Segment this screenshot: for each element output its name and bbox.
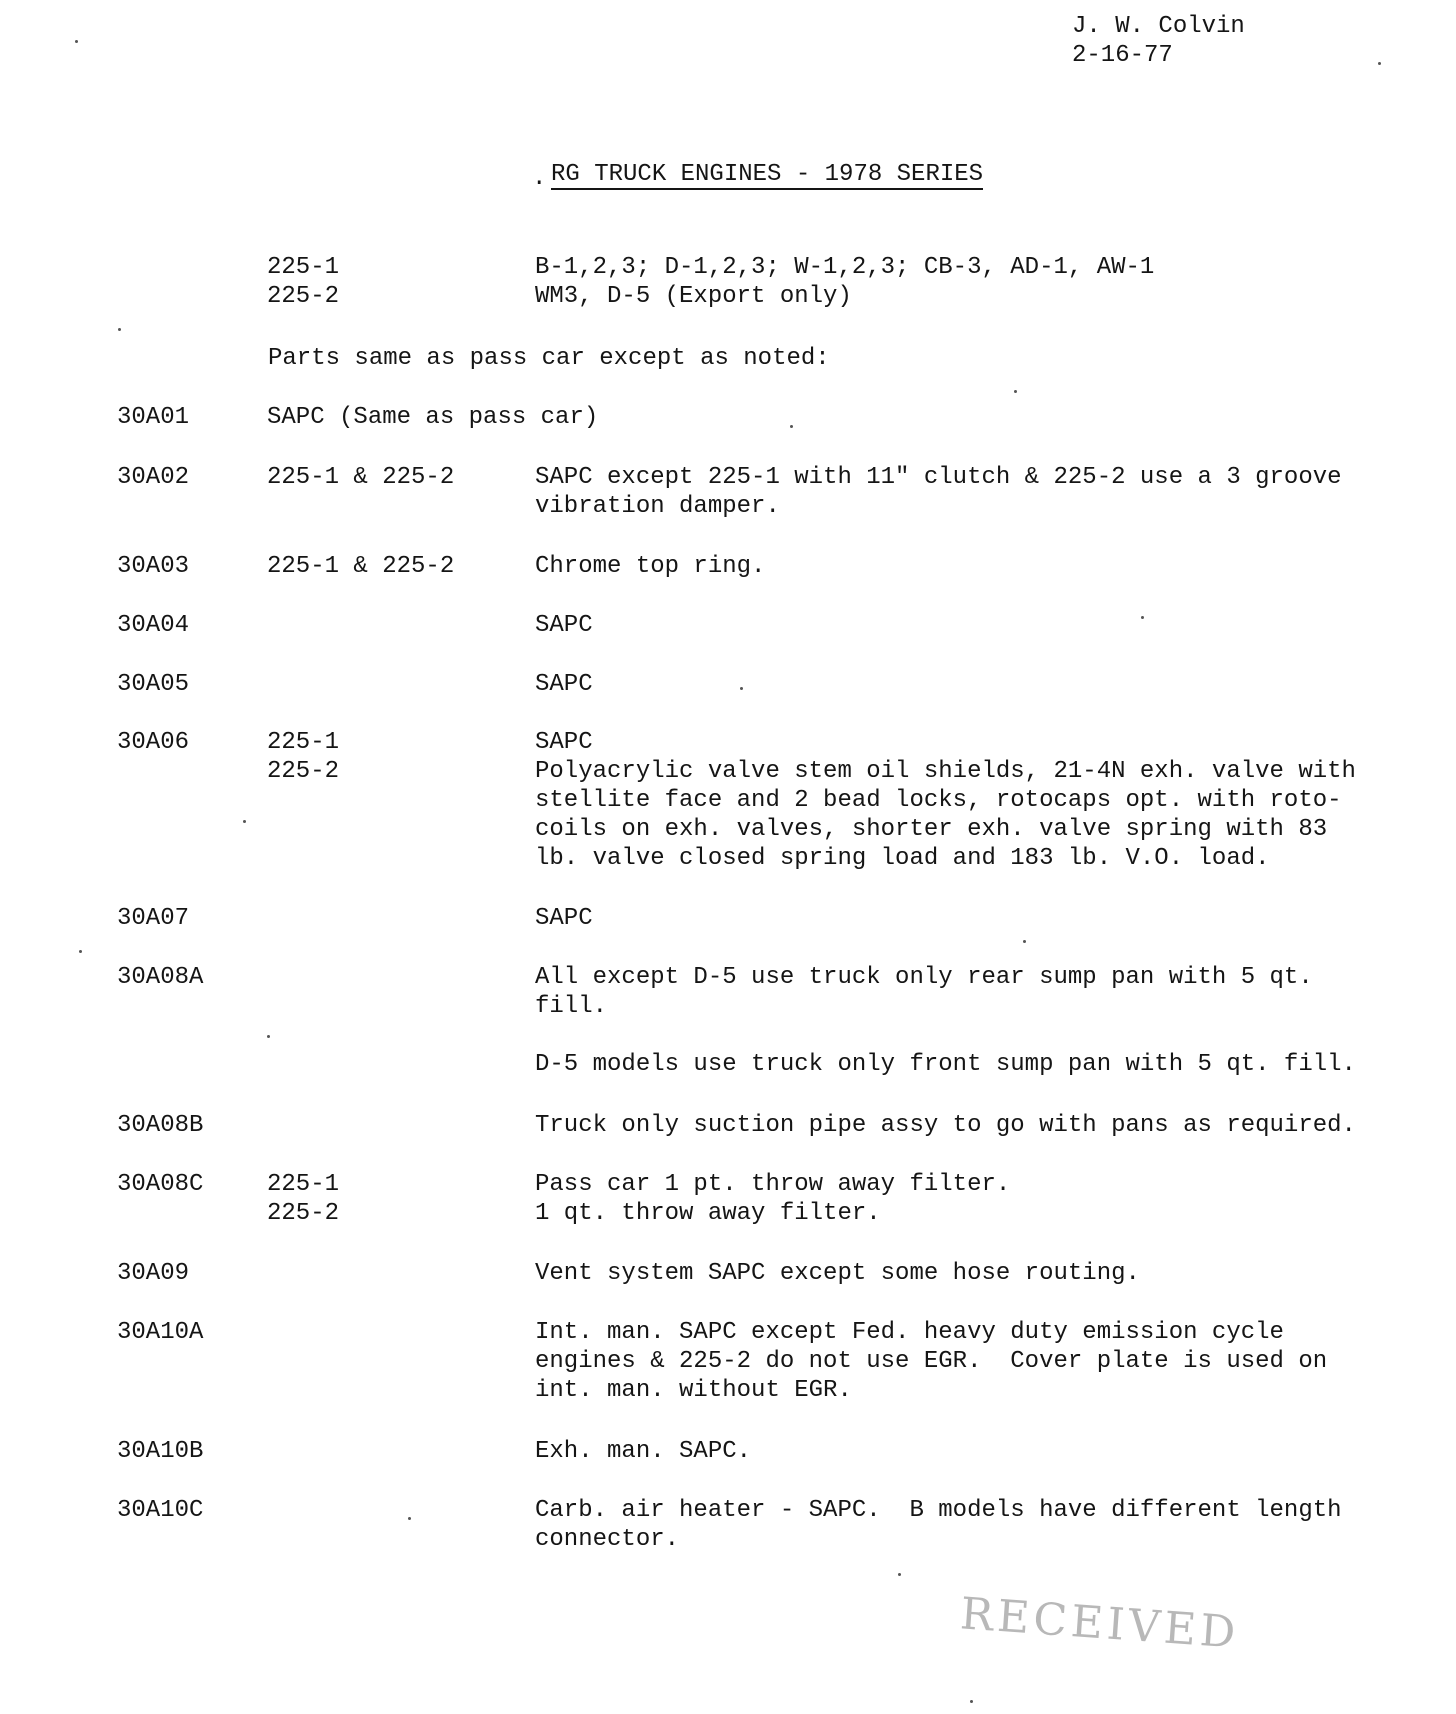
entry-notes: Carb. air heater - SAPC. B models have different length connector.	[535, 1497, 1342, 1553]
entry-id: 30A10C	[117, 1497, 204, 1524]
author: J. W. Colvin	[1072, 13, 1245, 40]
model-list	[267, 253, 1154, 311]
scan-speck	[267, 1035, 270, 1038]
scan-speck	[118, 328, 121, 331]
scan-speck	[243, 820, 246, 823]
entry-application: 225-1 & 225-2	[267, 464, 455, 491]
date: 2-16-77	[1072, 42, 1173, 69]
entry-notes: Pass car 1 pt. throw away filter. 1 qt. throw away filter.	[535, 1171, 1011, 1227]
entry-id: 30A10B	[117, 1438, 204, 1465]
entry-notes: All except D-5 use truck only rear sump pan with 5 qt. fill. D-5 models use truck only front sump pan with 5 qt. fill.	[535, 964, 1356, 1078]
scan-speck	[790, 425, 793, 428]
entry-id: 30A01	[117, 404, 190, 431]
entry-notes: Exh. man. SAPC.	[535, 1438, 752, 1465]
model-row	[267, 253, 1154, 282]
scan-speck	[1141, 616, 1144, 619]
scan-speck	[408, 1517, 411, 1520]
scan-speck	[1014, 390, 1017, 393]
entry-application: SAPC (Same as pass car)	[267, 404, 599, 431]
entry-notes: Vent system SAPC except some hose routing.	[535, 1260, 1140, 1287]
entry-id: 30A08B	[117, 1112, 204, 1139]
entry-id: 30A08C	[117, 1171, 204, 1198]
entry-id: 30A08A	[117, 964, 204, 991]
entry-id: 30A03	[117, 553, 190, 580]
entry-notes: SAPC except 225-1 with 11" clutch & 225-2 use a 3 groove vibration damper.	[535, 464, 1342, 520]
scan-speck	[740, 687, 743, 690]
entry-application: 225-1 225-2	[267, 729, 340, 785]
entry-notes: SAPC Polyacrylic valve stem oil shields, 21-4N exh. valve with stellite face and 2 bead locks, rotocaps opt. with roto- coils on exh. valves, shorter exh. valve spring with 83 lb. valve closed spring load and 183 lb. V.O. load.	[535, 729, 1356, 872]
title-bullet: ·	[532, 170, 547, 197]
entry-id: 30A07	[117, 905, 190, 932]
entry-notes: SAPC	[535, 612, 593, 639]
entry-id: 30A10A	[117, 1319, 204, 1346]
entry-notes: SAPC	[535, 905, 593, 932]
entry-id: 30A02	[117, 464, 190, 491]
scan-speck	[970, 1700, 973, 1703]
scan-speck	[75, 40, 78, 43]
entry-application: 225-1 & 225-2	[267, 553, 455, 580]
entry-id: 30A09	[117, 1260, 190, 1287]
entry-id: 30A05	[117, 671, 190, 698]
entry-notes: Truck only suction pipe assy to go with pans as required.	[535, 1112, 1356, 1139]
model-code: 225-2	[267, 283, 340, 310]
entry-notes: SAPC	[535, 671, 593, 698]
intro-text: Parts same as pass car except as noted:	[268, 345, 830, 372]
entry-id: 30A04	[117, 612, 190, 639]
entry-notes: Chrome top ring.	[535, 553, 766, 580]
model-code: 225-1	[267, 254, 340, 281]
scan-speck	[1023, 940, 1026, 943]
model-description: WM3, D-5 (Export only)	[535, 283, 852, 310]
document-title: RG TRUCK ENGINES - 1978 SERIES	[551, 161, 984, 188]
received-stamp: RECEIVED	[958, 1588, 1242, 1659]
header-author-date	[1072, 12, 1245, 70]
entry-application: 225-1 225-2	[267, 1171, 340, 1227]
scan-speck	[79, 950, 82, 953]
scan-speck	[1378, 62, 1381, 65]
model-row	[267, 282, 1154, 311]
entry-notes: Int. man. SAPC except Fed. heavy duty emission cycle engines & 225-2 do not use EGR. Cover plate is used on int. man. without EGR.	[535, 1319, 1328, 1404]
model-description: B-1,2,3; D-1,2,3; W-1,2,3; CB-3, AD-1, AW-1	[535, 254, 1155, 281]
scan-speck	[898, 1573, 901, 1576]
entry-id: 30A06	[117, 729, 190, 756]
